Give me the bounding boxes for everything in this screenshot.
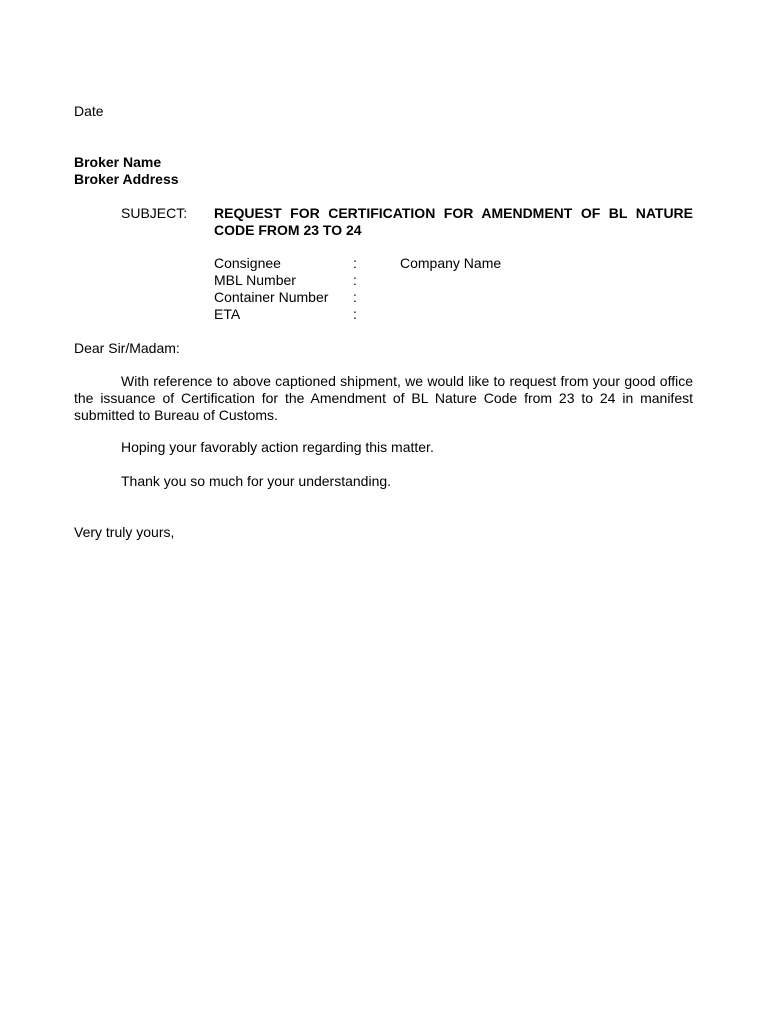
broker-address: Broker Address	[74, 171, 179, 187]
detail-label: Consignee	[214, 255, 281, 271]
closing-line: Very truly yours,	[74, 524, 175, 540]
detail-row-mbl-number	[214, 272, 614, 289]
detail-label: ETA	[214, 306, 241, 322]
detail-label: MBL Number	[214, 272, 296, 288]
detail-row-consignee	[214, 255, 614, 272]
body-paragraph-thanks: Thank you so much for your understanding.	[121, 473, 392, 489]
broker-name: Broker Name	[74, 154, 162, 170]
subject-text: REQUEST FOR CERTIFICATION FOR AMENDMENT OF BL NATURE CODE FROM 23 TO 24	[214, 205, 693, 238]
body-paragraph-hoping: Hoping your favorably action regarding this matter.	[121, 439, 434, 455]
detail-row-container-number	[214, 289, 614, 306]
detail-row-eta	[214, 306, 614, 323]
detail-colon: :	[353, 272, 357, 288]
detail-colon: :	[353, 289, 357, 305]
salutation: Dear Sir/Madam:	[74, 340, 180, 356]
shipment-details	[214, 255, 614, 323]
subject-label: SUBJECT:	[121, 205, 188, 221]
detail-value: Company Name	[400, 255, 502, 271]
detail-label: Container Number	[214, 289, 329, 305]
body-paragraph-request: With reference to above captioned shipment, we would like to request from your good office the issuance of Certification for the Amendment of BL Nature Code from 23 to 24 in manifest submitted to Bureau of Customs.	[74, 373, 693, 423]
date-line: Date	[74, 103, 104, 119]
detail-colon: :	[353, 306, 357, 322]
detail-colon: :	[353, 255, 357, 271]
